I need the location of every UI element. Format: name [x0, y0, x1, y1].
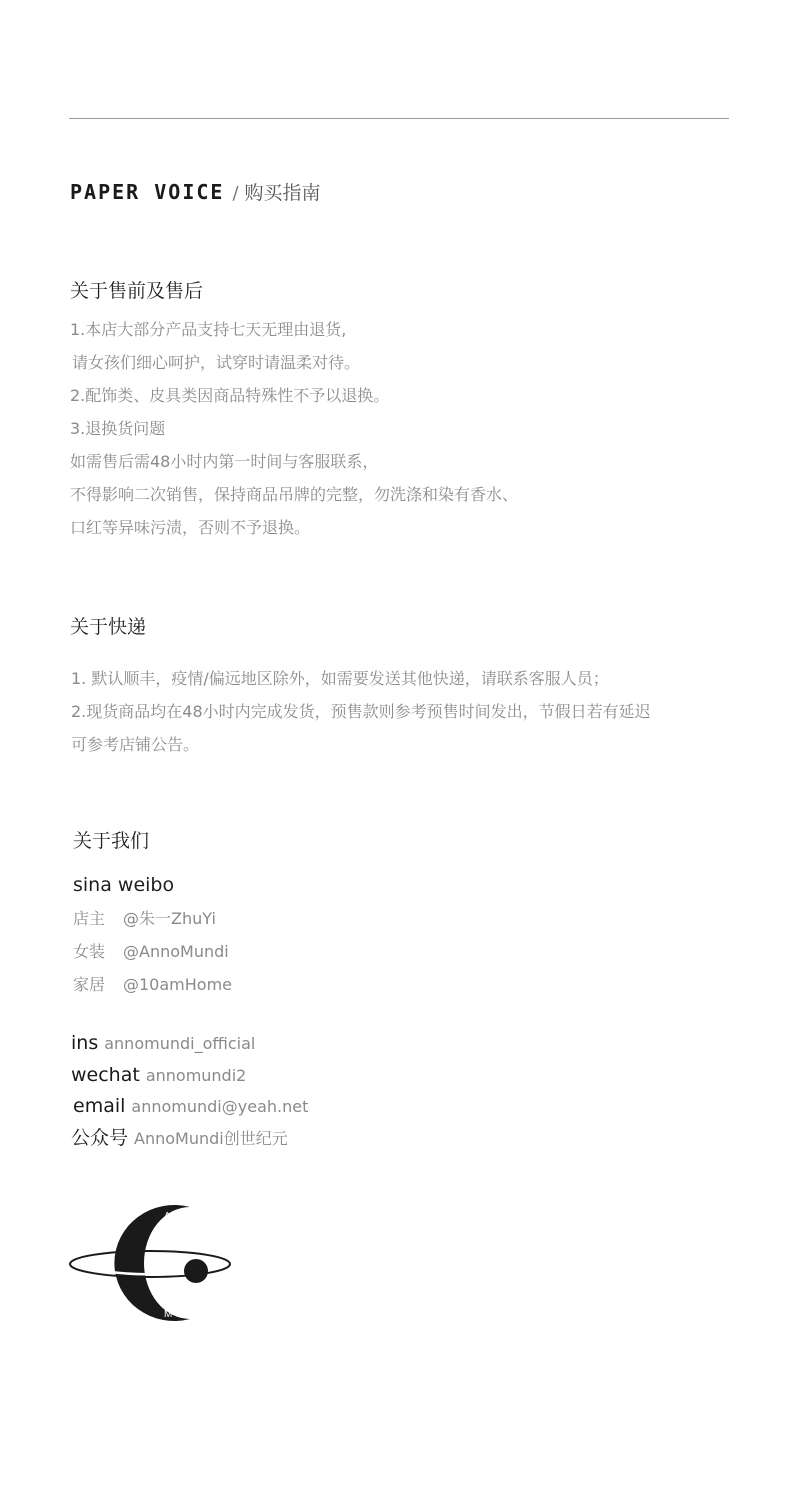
text-line: 2.现货商品均在48小时内完成发货，预售款则参考预售时间发出，节假日若有延迟 — [71, 702, 651, 721]
contact-value: annomundi2 — [145, 1065, 247, 1085]
weibo-label: sina weibo — [73, 874, 175, 896]
account-role: 家居 — [73, 975, 106, 994]
account-role: 店主 — [73, 909, 106, 928]
weibo-account — [73, 902, 232, 935]
account-handle: @朱一ZhuYi — [123, 909, 216, 928]
contact-label: wechat — [71, 1063, 140, 1086]
account-handle: @10amHome — [123, 975, 232, 994]
weibo-accounts — [73, 902, 232, 1001]
brand-name: PAPER VOICE — [70, 180, 225, 204]
contact-list — [71, 1028, 308, 1154]
text-line: 不得影响二次销售，保持商品吊牌的完整，勿洗涤和染有香水、 — [70, 485, 519, 504]
contact-label: 公众号 — [71, 1126, 129, 1149]
text-line: 2.配饰类、皮具类因商品特殊性不予以退换。 — [70, 386, 390, 405]
account-role: 女装 — [73, 942, 106, 961]
shipping-text — [71, 662, 651, 761]
contact-value: annomundi_official — [104, 1034, 256, 1053]
logo-letter-a: A — [164, 1211, 171, 1222]
contact-value: annomundi@yeah.net — [131, 1097, 309, 1116]
planet-dot — [184, 1259, 208, 1283]
text-line: 请女孩们细心呵护，试穿时请温柔对待。 — [72, 353, 361, 372]
logo-letter-m: M — [164, 1309, 173, 1320]
after-sales-title: 关于售前及售后 — [70, 280, 204, 302]
contact-ins — [71, 1028, 308, 1060]
text-line: 1. 默认顺丰，疫情/偏远地区除外，如需要发送其他快递，请联系客服人员； — [71, 669, 609, 688]
contact-value: AnnoMundi创世纪元 — [134, 1128, 288, 1148]
anno-mundi-logo-icon — [68, 1204, 236, 1324]
contact-label: email — [73, 1095, 126, 1117]
top-divider — [69, 118, 729, 119]
weibo-account — [73, 968, 232, 1001]
account-handle: @AnnoMundi — [123, 942, 229, 961]
about-title: 关于我们 — [73, 830, 150, 852]
brand-separator: / — [232, 183, 239, 204]
brand-header — [70, 178, 321, 205]
after-sales-text — [70, 313, 518, 544]
text-line: 口红等异味污渍，否则不予退换。 — [70, 518, 311, 537]
weibo-account — [73, 935, 232, 968]
text-line: 可参考店铺公告。 — [71, 735, 200, 754]
contact-wechat-official — [71, 1123, 308, 1155]
contact-label: ins — [71, 1032, 99, 1054]
contact-wechat — [71, 1060, 308, 1092]
text-line: 1.本店大部分产品支持七天无理由退货, — [70, 320, 347, 339]
page-title: 购买指南 — [244, 182, 321, 204]
crescent-shape — [114, 1205, 190, 1321]
shipping-title: 关于快递 — [70, 616, 147, 638]
text-line: 3.退换货问题 — [70, 419, 166, 438]
contact-email — [71, 1091, 308, 1123]
text-line: 如需售后需48小时内第一时间与客服联系， — [70, 452, 379, 471]
